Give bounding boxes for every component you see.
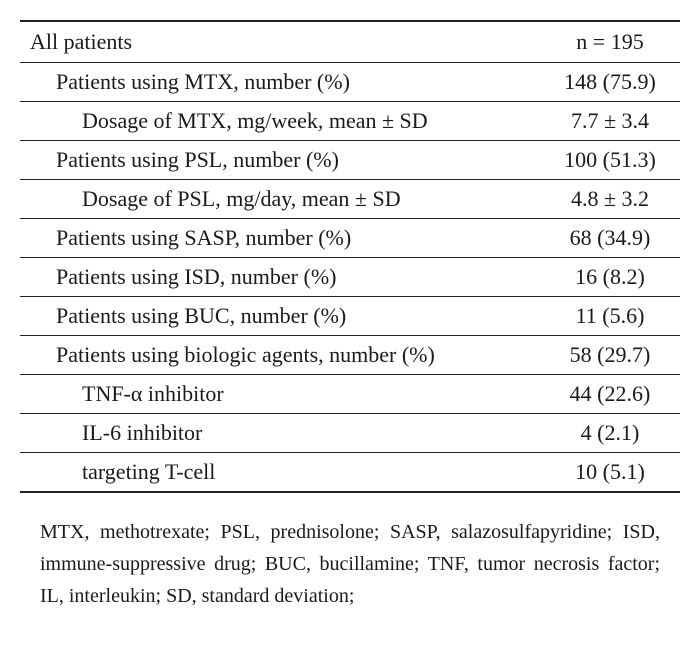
table-row bbox=[20, 414, 680, 453]
row-label: Patients using BUC, number (%) bbox=[20, 297, 540, 336]
table-row bbox=[20, 258, 680, 297]
table-row bbox=[20, 375, 680, 414]
row-label: Patients using PSL, number (%) bbox=[20, 141, 540, 180]
row-value: 58 (29.7) bbox=[540, 336, 680, 375]
row-value: 68 (34.9) bbox=[540, 219, 680, 258]
row-label: IL-6 inhibitor bbox=[20, 414, 540, 453]
table-row bbox=[20, 453, 680, 493]
table-row bbox=[20, 336, 680, 375]
table-row bbox=[20, 141, 680, 180]
header-value: n = 195 bbox=[540, 21, 680, 63]
row-label: Patients using ISD, number (%) bbox=[20, 258, 540, 297]
table-header-row bbox=[20, 21, 680, 63]
row-label: Patients using biologic agents, number (%) bbox=[20, 336, 540, 375]
row-label: Patients using SASP, number (%) bbox=[20, 219, 540, 258]
row-value: 44 (22.6) bbox=[540, 375, 680, 414]
row-label: Dosage of PSL, mg/day, mean ± SD bbox=[20, 180, 540, 219]
row-value: 7.7 ± 3.4 bbox=[540, 102, 680, 141]
table-footnote: MTX, methotrexate; PSL, prednisolone; SASP, salazosulfapyridine; ISD, immune-suppressive drug; BUC, bucillamine; TNF, tumor necrosis factor; IL, interleukin; SD, standard deviation; bbox=[40, 521, 660, 607]
row-value: 4 (2.1) bbox=[540, 414, 680, 453]
row-value: 11 (5.6) bbox=[540, 297, 680, 336]
row-label: Dosage of MTX, mg/week, mean ± SD bbox=[20, 102, 540, 141]
row-label: Patients using MTX, number (%) bbox=[20, 63, 540, 102]
row-value: 16 (8.2) bbox=[540, 258, 680, 297]
table-row bbox=[20, 102, 680, 141]
medication-table bbox=[20, 20, 680, 493]
row-value: 100 (51.3) bbox=[540, 141, 680, 180]
table-row bbox=[20, 180, 680, 219]
row-value: 10 (5.1) bbox=[540, 453, 680, 493]
row-value: 148 (75.9) bbox=[540, 63, 680, 102]
header-label: All patients bbox=[20, 21, 540, 63]
medication-table-container bbox=[20, 20, 680, 493]
table-row bbox=[20, 297, 680, 336]
row-label: targeting T-cell bbox=[20, 453, 540, 493]
table-row bbox=[20, 219, 680, 258]
table-row bbox=[20, 63, 680, 102]
row-value: 4.8 ± 3.2 bbox=[540, 180, 680, 219]
row-label: TNF-α inhibitor bbox=[20, 375, 540, 414]
